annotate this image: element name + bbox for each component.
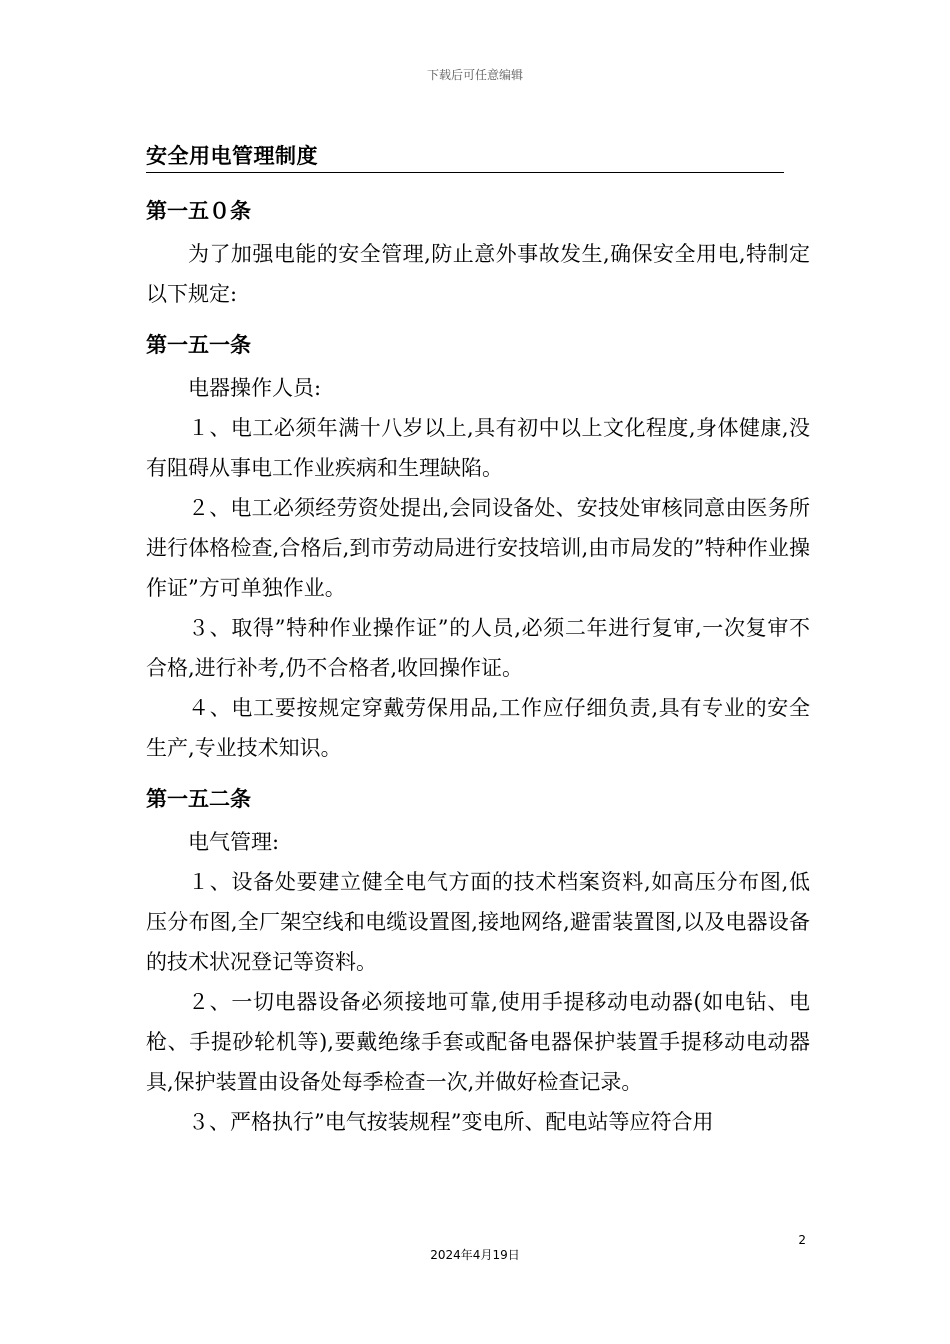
paragraph: １、电工必须年满十八岁以上,具有初中以上文化程度,身体健康,没有阻碍从事电工作业疾病和生理缺陷。: [146, 416, 810, 480]
paragraph: 电气管理:: [188, 830, 280, 854]
footer-date: 2024年4月19日: [430, 1248, 520, 1262]
page-header: 下载后可任意编辑: [426, 68, 523, 82]
paragraph: ２、一切电器设备必须接地可靠,使用手提移动电动器(如电钻、电枪、手提砂轮机等),要戴绝缘手套或配备电器保护装置手提移动电动器具,保护装置由设备处每季检查一次,并做好检查记录。: [146, 990, 810, 1094]
paragraph: ３、取得”特种作业操作证”的人员,必须二年进行复审,一次复审不合格,进行补考,仍不合格者,收回操作证。: [146, 616, 810, 680]
document-title: 安全用电管理制度: [146, 144, 318, 168]
document-body: [146, 188, 810, 1142]
paragraph: １、设备处要建立健全电气方面的技术档案资料,如高压分布图,低压分布图,全厂架空线和电缆设置图,接地网络,避雷装置图,以及电器设备的技术状况登记等资料。: [146, 870, 810, 974]
page-number: 2: [798, 1233, 806, 1247]
title-block: [146, 140, 784, 173]
article-heading-152: 第一五二条: [146, 787, 251, 811]
paragraph: ４、电工要按规定穿戴劳保用品,工作应仔细负责,具有专业的安全生产,专业技术知识。: [146, 696, 810, 760]
paragraph: 电器操作人员:: [188, 376, 322, 400]
article-heading-151: 第一五一条: [146, 333, 251, 357]
paragraph: ２、电工必须经劳资处提出,会同设备处、安技处审核同意由医务所进行体格检查,合格后,到市劳动局进行安技培训,由市局发的”特种作业操作证”方可单独作业。: [146, 496, 810, 600]
article-heading-150: 第一五０条: [146, 199, 251, 223]
paragraph: ３、严格执行”电气按装规程”变电所、配电站等应符合用: [188, 1110, 714, 1134]
paragraph: 为了加强电能的安全管理,防止意外事故发生,确保安全用电,特制定以下规定:: [146, 242, 810, 306]
